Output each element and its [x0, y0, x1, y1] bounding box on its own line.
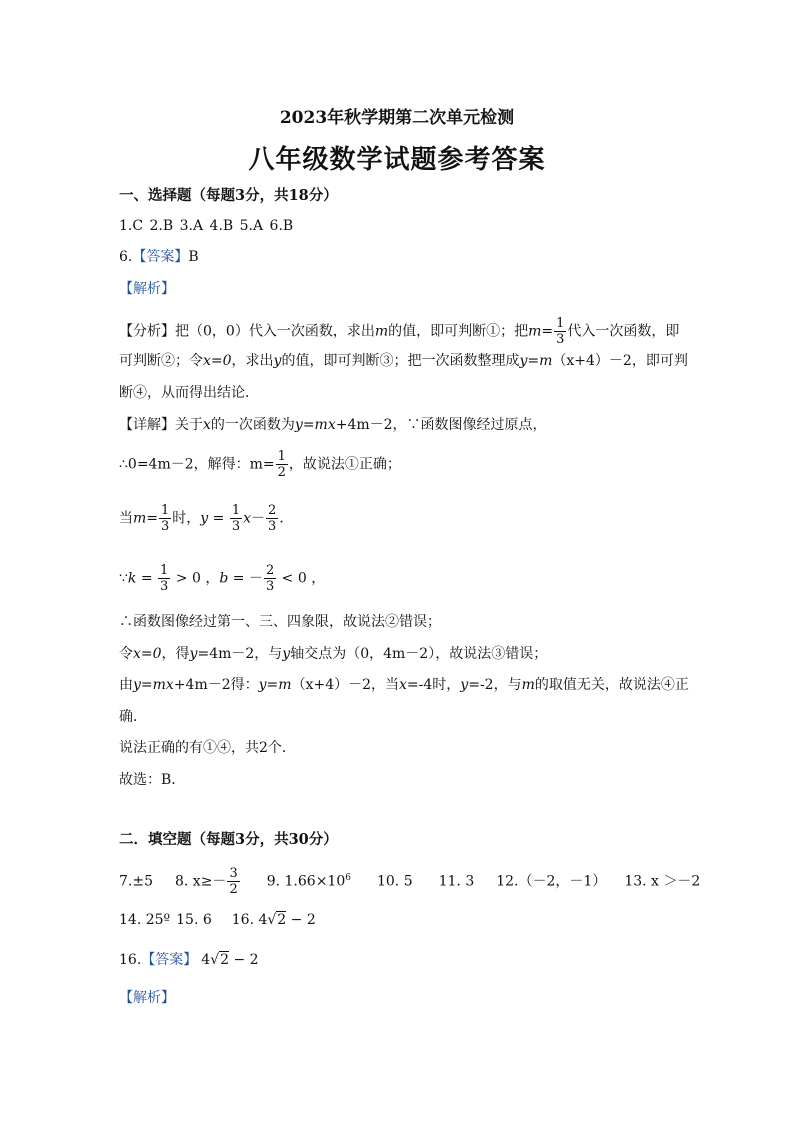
fenxi-var: m= — [528, 323, 554, 340]
xiangjie-text: 当 — [119, 510, 133, 527]
xiangjie-text: 令 — [119, 646, 133, 662]
fenxi-var: y=m — [519, 353, 553, 369]
xiangjie-line-2 — [119, 449, 401, 480]
xiangjie-text: 关于 — [175, 417, 203, 433]
fraction-num: 3 — [229, 866, 238, 881]
fenxi-line-2 — [119, 351, 688, 371]
xiangjie-line-3 — [119, 503, 293, 534]
answer-key-title: 八年级数学试题参考答案 — [248, 145, 546, 175]
xiangjie-text: > 0 ， — [171, 570, 220, 587]
fraction-den: 2 — [277, 465, 286, 480]
analysis-tag-2: 【解析】 — [119, 990, 175, 1006]
xiangjie-text: ． — [279, 510, 294, 527]
fenxi-text: 代入一次函数，即 — [567, 323, 680, 340]
section2-heading: 二．填空题（每题3分，共30分） — [119, 831, 338, 848]
q14-answer: 14. 25º — [119, 912, 171, 928]
xiangjie-var: x — [399, 677, 407, 693]
xiangjie-text: = — [146, 510, 159, 527]
xiangjie-text: 时， — [172, 510, 201, 527]
xiangjie-text: － — [251, 510, 266, 527]
xiangjie-text: = — [136, 570, 158, 587]
q12-answer: 12.（－2，－1） — [496, 873, 607, 890]
xiangjie-text: =4m－2，与 — [197, 646, 283, 662]
xiangjie-line-6 — [119, 644, 547, 664]
fenxi-line-3: 断④，从而得出结论． — [119, 385, 259, 401]
q6-number: 6. — [119, 249, 133, 265]
xiangjie-tag: 【详解】 — [119, 417, 175, 433]
fenxi-text: 的值，即可判断①；把 — [388, 323, 529, 340]
fraction — [227, 866, 239, 897]
fenxi-tag: 【分析】 — [119, 323, 175, 340]
q6-answer-line — [119, 247, 199, 267]
q7-answer: 7.±5 — [119, 873, 153, 890]
fraction-num: 1 — [160, 563, 169, 578]
fenxi-var: x=0 — [203, 353, 232, 369]
xiangjie-text: ，得 — [161, 646, 190, 662]
fraction-num: 1 — [231, 503, 241, 518]
fenxi-line-1 — [119, 316, 679, 347]
q9-answer: 9. 1.66×10 — [266, 873, 346, 890]
q16-value-tail: − 2 — [229, 952, 259, 968]
xiangjie-text: ∴0=4m－2，解得：m= — [119, 456, 275, 473]
xiangjie-var: y=mx — [294, 417, 336, 433]
q16-radicand: 2 — [277, 912, 287, 928]
q6-answer: B — [188, 249, 199, 265]
q9-exponent: 6 — [345, 872, 351, 883]
xiangjie-text: 的取值无关，故说法④正 — [534, 677, 689, 693]
xiangjie-var: y — [189, 646, 198, 662]
xiangjie-text: =-2，与 — [468, 677, 522, 693]
fenxi-text: ，求出 — [231, 353, 274, 369]
fraction — [158, 563, 170, 594]
fill-answers-row-1 — [119, 866, 700, 897]
fraction-num: 1 — [556, 316, 565, 331]
xiangjie-text: +4m－2，∵函数图像经过原点， — [335, 417, 547, 433]
xiangjie-text: ，故说法①正确； — [288, 456, 401, 473]
fraction-den: 3 — [268, 519, 277, 534]
fenxi-var: m — [374, 323, 389, 340]
xiangjie-text: 由 — [119, 677, 133, 693]
xiangjie-text: 的一次函数为 — [210, 417, 295, 433]
fraction — [264, 563, 276, 594]
xiangjie-line-8: 确． — [119, 709, 147, 725]
xiangjie-var: x=0 — [133, 646, 162, 662]
xiangjie-line-7 — [119, 675, 689, 695]
choice-answers: 1.C 2.B 3.A 4.B 5.A 6.B — [119, 218, 294, 234]
xiangjie-var: y — [200, 510, 209, 527]
xiangjie-var: m — [521, 677, 535, 693]
q16-number: 16. — [119, 952, 142, 968]
q11-answer: 11. 3 — [438, 873, 475, 890]
answer-tag: 【答案】 — [141, 952, 198, 968]
xiangjie-text: < 0 ， — [277, 570, 326, 587]
fraction-den: 3 — [265, 579, 275, 594]
xiangjie-var: y — [460, 677, 469, 693]
xiangjie-var: x — [243, 510, 252, 527]
fraction-den: 3 — [231, 519, 241, 534]
fraction — [266, 503, 278, 534]
xiangjie-line-10: 故选：B． — [119, 772, 186, 788]
xiangjie-line-9: 说法正确的有①④，共2个． — [119, 740, 296, 756]
fraction-den: 3 — [161, 519, 170, 534]
fraction — [159, 503, 171, 534]
fraction-den: 3 — [556, 332, 565, 347]
fenxi-var: y — [273, 353, 282, 369]
q16-radicand: 2 — [220, 952, 230, 968]
analysis-tag: 【解析】 — [119, 281, 175, 297]
xiangjie-line-5: ∴函数图像经过第一、三、四象限，故说法②错误； — [119, 614, 441, 630]
xiangjie-var: x — [203, 417, 211, 433]
xiangjie-var: m — [133, 510, 147, 527]
q15-answer: 15. 6 — [176, 912, 212, 928]
xiangjie-text: （x+4）－2，当 — [291, 677, 400, 693]
q16-answer: 16. 4 — [231, 912, 268, 928]
q16-answer-tail: − 2 — [286, 912, 316, 928]
fenxi-text: （x+4）－2，即可判 — [552, 353, 688, 369]
fenxi-text: 的值，即可判断③；把一次函数整理成 — [281, 353, 520, 369]
xiangjie-text: = － — [228, 570, 263, 587]
xiangjie-text: =-4时， — [406, 677, 461, 693]
xiangjie-text: = — [208, 510, 229, 527]
xiangjie-var: y — [282, 646, 291, 662]
q16-value: 4 — [201, 952, 211, 968]
xiangjie-text: +4m－2得： — [173, 677, 259, 693]
q13-answer: 13. x ＞－2 — [624, 873, 701, 890]
section1-heading: 一、选择题（每题3分，共18分） — [119, 187, 338, 204]
q16-answer-line: 16.【答案】 4√2 − 2 — [119, 952, 259, 968]
fraction-num: 2 — [265, 563, 275, 578]
xiangjie-var: b — [219, 570, 229, 587]
answer-tag: 【答案】 — [132, 249, 189, 265]
fenxi-text: 可判断②；令 — [119, 353, 203, 369]
fraction-num: 1 — [277, 449, 286, 464]
q8-answer: 8. x≥－ — [175, 873, 227, 890]
xiangjie-var: k — [127, 570, 137, 587]
xiangjie-text: ∵ — [119, 570, 128, 587]
fraction-den: 3 — [160, 579, 169, 594]
fraction — [554, 316, 566, 347]
xiangjie-line-1 — [119, 415, 547, 435]
q10-answer: 10. 5 — [376, 873, 413, 890]
fraction — [230, 503, 242, 534]
exam-title: 2023年秋学期第二次单元检测 — [279, 108, 515, 128]
fraction — [276, 449, 288, 480]
fenxi-text: 把（0，0）代入一次函数，求出 — [175, 323, 375, 340]
fraction-num: 1 — [161, 503, 170, 518]
fraction-den: 2 — [229, 882, 238, 897]
xiangjie-line-4 — [119, 563, 325, 594]
xiangjie-text: 轴交点为（0，4m－2），故说法③错误； — [290, 646, 548, 662]
fraction-num: 2 — [268, 503, 277, 518]
xiangjie-var: y=mx — [133, 677, 174, 693]
fill-answers-row-2: 14. 25º 15. 6 16. 4√2 − 2 — [119, 912, 316, 928]
xiangjie-var: y=m — [258, 677, 292, 693]
